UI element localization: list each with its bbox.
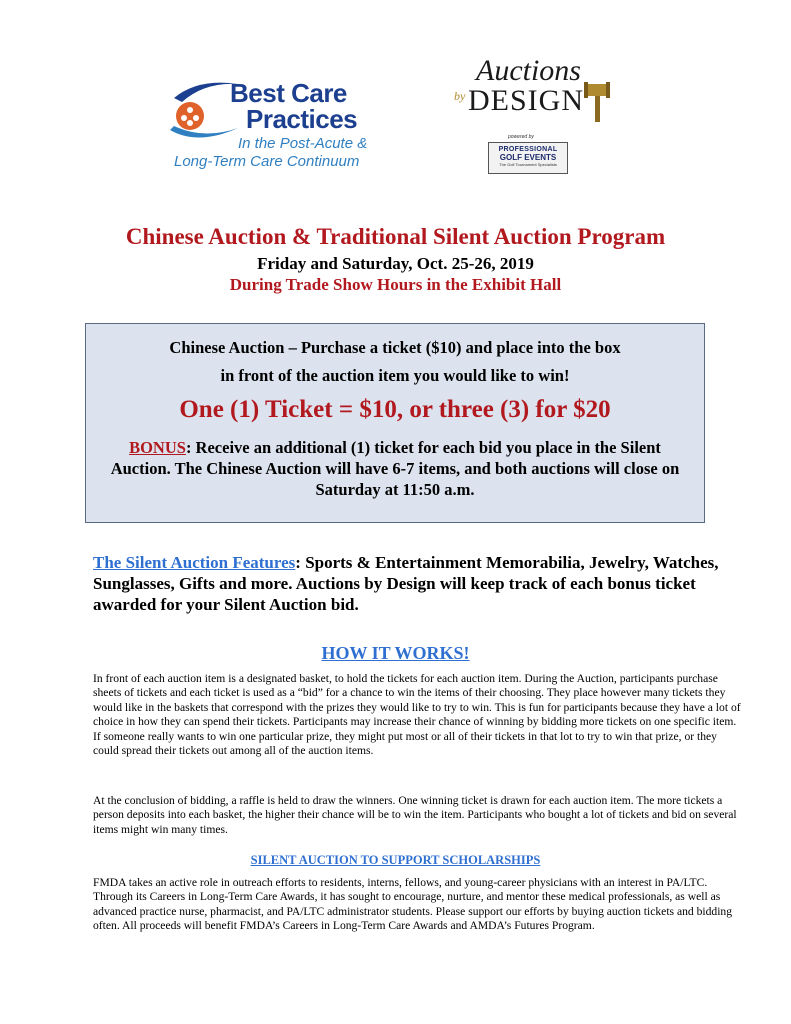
page-title: Chinese Auction & Traditional Silent Auction Program [125,224,666,249]
event-hours: During Trade Show Hours in the Exhibit Hall [229,275,562,294]
auctions-by-design-logo [448,56,618,176]
event-dates: Friday and Saturday, Oct. 25-26, 2019 [257,254,534,273]
chinese-auction-box [85,323,705,523]
how-it-works-paragraph-2: At the conclusion of bidding, a raffle is held to draw the winners. One winning ticket is drawn for each auction item. The more tickets a person deposits into each basket, the higher their chance will be to win the item. Participants who bought a lot of tickets and bid on several items might win many times. [93,794,737,836]
continuum-text: Long-Term Care Continuum [174,153,360,170]
pge-line2: GOLF EVENTS [499,153,557,162]
box-line-1: Chinese Auction – Purchase a ticket ($10) and place into the box [169,338,621,357]
best-care-text: Best Care [230,78,347,108]
scholarships-heading: SILENT AUCTION TO SUPPORT SCHOLARSHIPS [250,853,541,867]
ticket-price: One (1) Ticket = $10, or three (3) for $20 [179,396,611,423]
practices-text: Practices [246,104,358,134]
professional-golf-events-logo [488,142,568,174]
gavel-icon [578,80,618,124]
design-word: DESIGN [468,84,584,117]
best-care-practices-logo [168,74,393,184]
pge-line1: PROFESSIONAL [498,146,558,153]
bonus-paragraph [106,437,684,500]
pge-line3: The Golf Tournament Specialists [499,162,557,167]
powered-by-text: powered by [508,134,534,140]
silent-auction-features [93,552,733,615]
bonus-label: BONUS [129,438,186,457]
auctions-word: Auctions [476,54,581,87]
scholarships-paragraph: FMDA takes an active role in outreach efforts to residents, interns, fellows, and young-career physicians with an interest in PA/LTC. Through its Careers in Long-Term Care Awards, it has sought to encourage, nurture, and mentor these medical professionals, as well as advanced practice nurse, pharmacist, and PA/LTC administrator students. Please support our efforts by buying auction tickets and bidding often. All proceeds will benefit FMDA’s Careers in Long-Term Care Awards and AMDA’s Futures Program. [93,876,733,933]
bonus-text: : Receive an additional (1) ticket for each bid you place in the Silent Auction. The Chinese Auction will have 6-7 items, and both auctions will close on Saturday at 11:50 a.m. [110,438,680,499]
by-word: by [454,89,466,103]
features-text: : Sports & Entertainment Memorabilia, Jewelry, Watches, Sunglasses, Gifts and more. Auctions by Design will keep track of each bonus ticket awarded for your Silent Auction bid. [93,553,719,614]
box-line-2: in front of the auction item you would like to win! [220,366,570,385]
how-it-works-paragraph-1: In front of each auction item is a designated basket, to hold the tickets for each auction item. During the Auction, participants purchase sheets of tickets and each ticket is used as a “bid” for a chance to win the items of their choosing. They place however many tickets they would like in the baskets that correspond with the prizes they would like to try to win. This is fun for participants because they have a lot of choice in how they can spend their tickets. Participants may increase their chance of winning by bidding more tickets on one specific item. If someone really wants to win one particular prize, they might put most or all of their tickets in that lot to try to win that prize, or they could spread their tickets out among all of the auction items. [93,672,741,758]
how-it-works-heading: HOW IT WORKS! [321,643,470,663]
post-acute-text: In the Post-Acute & [238,135,368,152]
silent-auction-features-link[interactable]: The Silent Auction Features [93,553,296,572]
